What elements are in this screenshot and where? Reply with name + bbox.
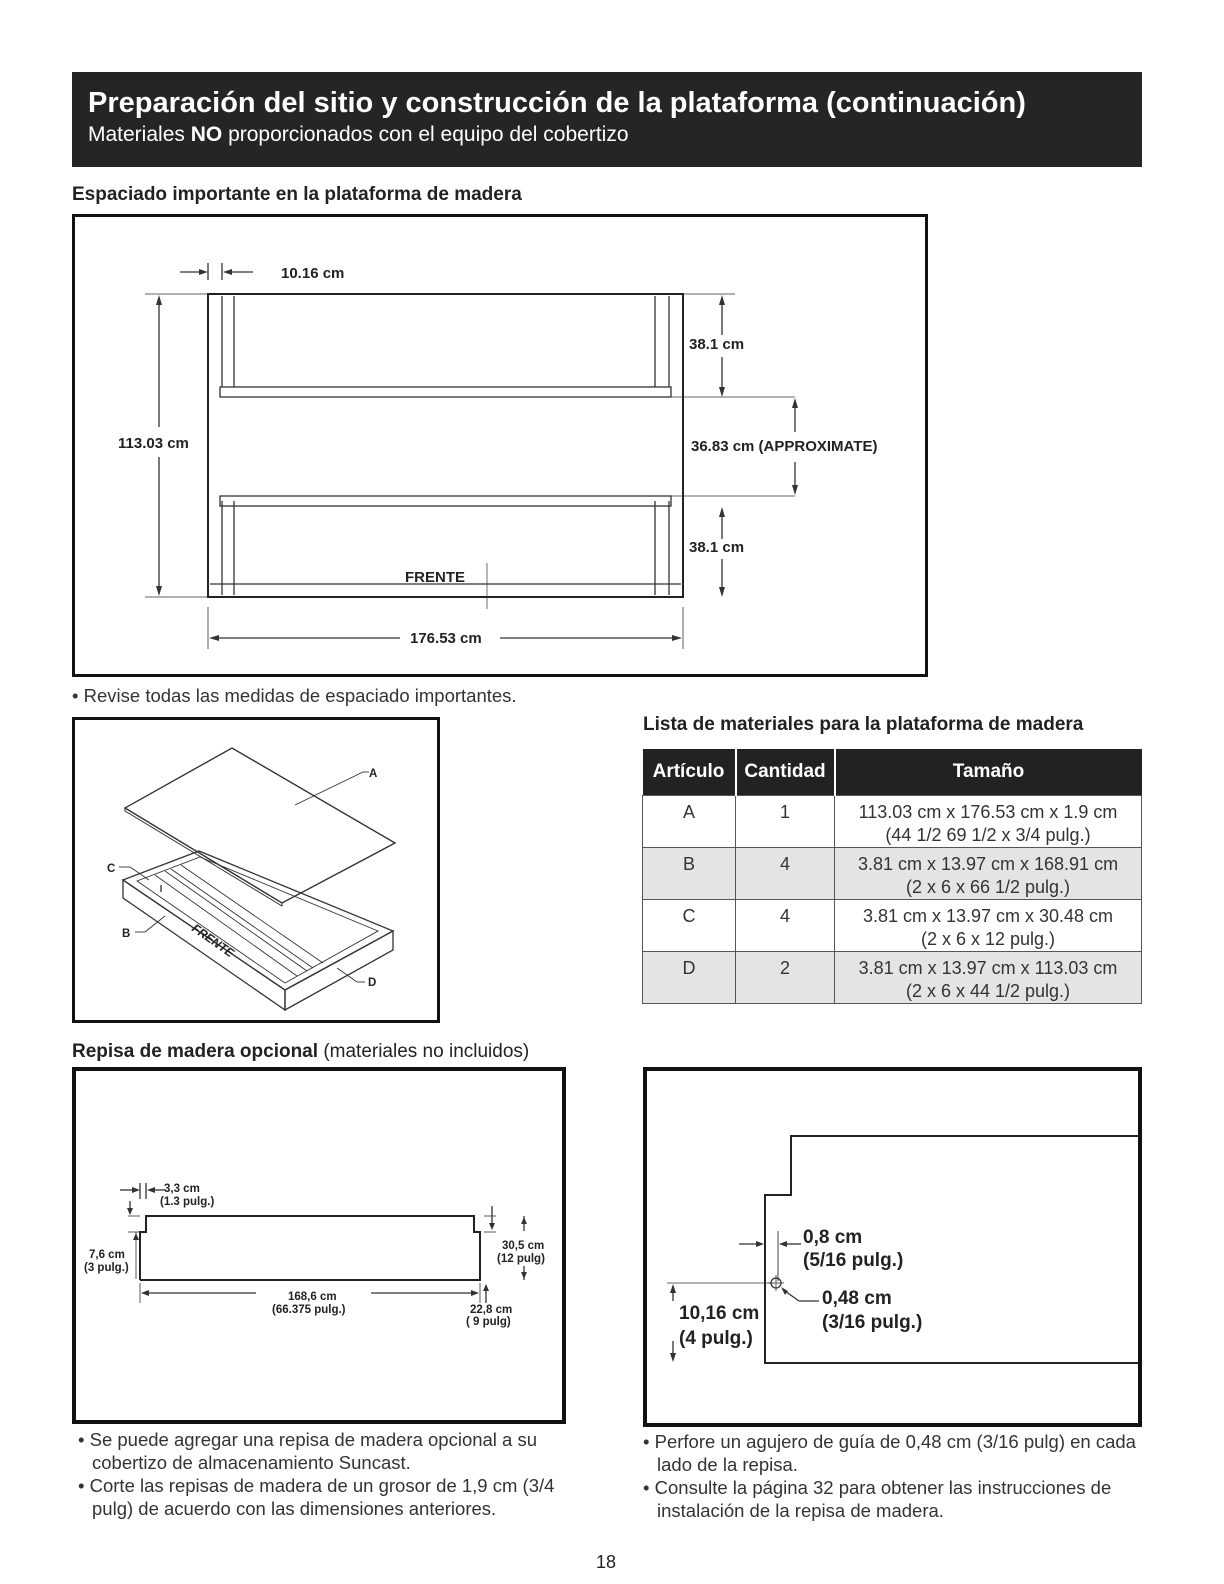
cell-qty: 4 <box>736 900 835 952</box>
shelf-diagram-box <box>72 1067 566 1424</box>
frame-outer <box>208 294 683 597</box>
cell-size <box>835 952 1142 1004</box>
shelf-heading <box>72 1041 529 1063</box>
size-imperial: (2 x 6 x 12 pulg.) <box>920 929 1056 949</box>
page-title: Preparación del sitio y construcción de la plataforma (continuación) <box>88 87 1026 119</box>
shelf-heading-bold: Repisa de madera opcional <box>72 1041 319 1062</box>
label-a: A <box>369 768 378 780</box>
exploded-front-label: FRENTE <box>189 920 237 960</box>
shelf-heading-normal: (materiales no incluidos) <box>323 1041 530 1062</box>
spacing-bullets <box>72 684 632 707</box>
dim-top-label: 10.16 cm <box>281 265 345 282</box>
cell-item: C <box>643 900 736 952</box>
size-metric: 113.03 cm x 176.53 cm x 1.9 cm <box>858 802 1118 822</box>
subtitle-pre: Materiales <box>88 123 185 146</box>
exploded-diagram-box <box>72 717 440 1023</box>
col-size: Tamaño <box>835 749 1142 796</box>
dim-middle-label: 36.83 cm (APPROXIMATE) <box>691 438 878 455</box>
drill-diagram <box>647 1071 1138 1423</box>
shelf-profile <box>140 1216 480 1280</box>
inner-in: ( 9 pulg) <box>466 1316 511 1328</box>
col-item: Artículo <box>643 749 736 796</box>
depth-cm: 30,5 cm <box>502 1240 545 1252</box>
cell-item: D <box>643 952 736 1004</box>
materials-table <box>642 749 1142 1004</box>
drill-diagram-box <box>643 1067 1142 1427</box>
cell-item: B <box>643 848 736 900</box>
shelf-diagram <box>76 1071 562 1420</box>
shelf-bullets <box>78 1428 578 1520</box>
cell-qty: 1 <box>736 796 835 848</box>
hole-in: (3/16 pulg.) <box>822 1312 923 1333</box>
offset-cm: 0,8 cm <box>803 1227 863 1248</box>
size-metric: 3.81 cm x 13.97 cm x 30.48 cm <box>862 906 1114 926</box>
inner-cm: 22,8 cm <box>470 1304 513 1316</box>
height-in: (4 pulg.) <box>679 1328 753 1349</box>
cell-size <box>835 848 1142 900</box>
size-metric: 3.81 cm x 13.97 cm x 168.91 cm <box>857 854 1119 874</box>
shelf-bullet: • Corte las repisas de madera de un grosor de 1,9 cm (3/4 pulg) de acuerdo con las dimensiones anteriores. <box>78 1474 578 1520</box>
spacing-diagram <box>75 217 925 674</box>
exploded-diagram <box>75 720 437 1020</box>
subtitle-post: proporcionados con el equipo del cobertizo <box>228 123 629 146</box>
hole-cm: 0,48 cm <box>822 1288 892 1309</box>
drill-bullet: • Perfore un agujero de guía de 0,48 cm (3/16 pulg) en cada lado de la repisa. <box>643 1430 1143 1476</box>
label-b: B <box>122 928 131 940</box>
dim-lower-label: 38.1 cm <box>689 539 745 556</box>
height-cm: 7,6 cm <box>89 1249 125 1261</box>
size-metric: 3.81 cm x 13.97 cm x 113.03 cm <box>858 958 1118 978</box>
height-in: (3 pulg.) <box>84 1262 129 1274</box>
size-imperial: (2 x 6 x 44 1/2 pulg.) <box>905 981 1071 1001</box>
label-d: D <box>368 977 377 989</box>
cell-size <box>835 796 1142 848</box>
joist-lower <box>220 496 671 506</box>
table-row <box>643 796 1142 848</box>
materials-heading: Lista de materiales para la plataforma de madera <box>643 714 1084 735</box>
dim-width-label: 176.53 cm <box>410 630 482 647</box>
col-qty: Cantidad <box>736 749 835 796</box>
spacing-heading: Espaciado importante en la plataforma de madera <box>72 184 522 205</box>
spacing-diagram-box <box>72 214 928 677</box>
cell-qty: 4 <box>736 848 835 900</box>
size-imperial: (2 x 6 x 66 1/2 pulg.) <box>905 877 1071 897</box>
plywood-sheet <box>125 748 395 903</box>
cell-item: A <box>643 796 736 848</box>
cell-qty: 2 <box>736 952 835 1004</box>
joist-upper <box>220 387 671 397</box>
dim-height-label: 113.03 cm <box>118 435 189 452</box>
cell-size <box>835 900 1142 952</box>
height-cm: 10,16 cm <box>679 1303 760 1324</box>
page-subtitle <box>88 122 1142 148</box>
length-in: (66.375 pulg.) <box>272 1304 346 1316</box>
dim-upper-label: 38.1 cm <box>689 336 745 353</box>
drill-bullets <box>643 1430 1143 1522</box>
size-imperial: (44 1/2 69 1/2 x 3/4 pulg.) <box>885 825 1091 845</box>
drill-bullet: • Consulte la página 32 para obtener las instrucciones de instalación de la repisa de madera. <box>643 1476 1143 1522</box>
notch-in: (1.3 pulg.) <box>160 1196 215 1208</box>
spacing-bullet: • Revise todas las medidas de espaciado importantes. <box>72 684 632 707</box>
front-label: FRENTE <box>405 569 465 586</box>
depth-in: (12 pulg) <box>497 1253 545 1265</box>
label-c: C <box>107 863 116 875</box>
table-row <box>643 952 1142 1004</box>
length-cm: 168,6 cm <box>288 1291 337 1303</box>
offset-in: (5/16 pulg.) <box>803 1250 904 1271</box>
subtitle-bold: NO <box>190 123 223 146</box>
shelf-bullet: • Se puede agregar una repisa de madera opcional a su cobertizo de almacenamiento Suncast. <box>78 1428 578 1474</box>
page-number: 18 <box>596 1552 617 1572</box>
table-row <box>643 900 1142 952</box>
materials-header-row <box>643 749 1142 796</box>
table-row <box>643 848 1142 900</box>
page-header <box>72 72 1142 167</box>
notch-cm: 3,3 cm <box>164 1183 200 1195</box>
